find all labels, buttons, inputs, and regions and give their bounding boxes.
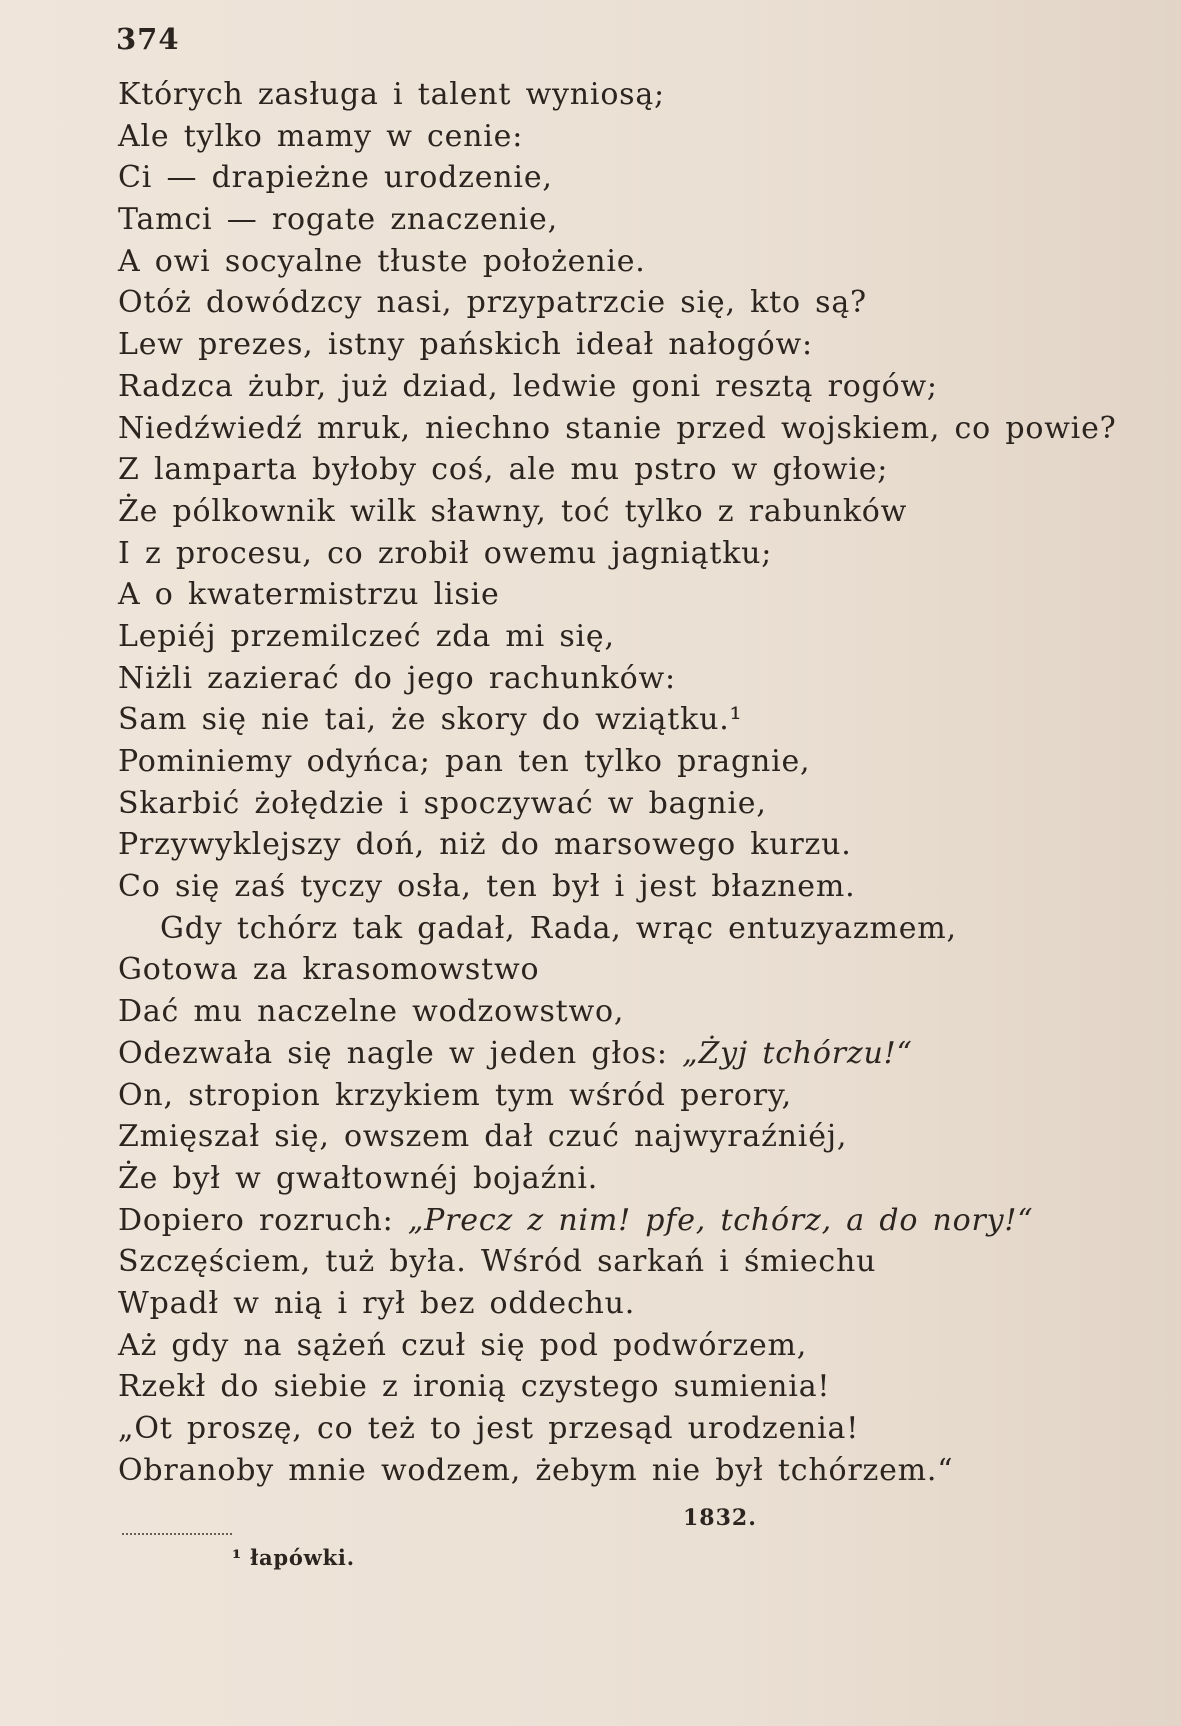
poem-line: Lepiéj przemilczeć zda mi się, [118,618,615,654]
poem-line: Że pólkownik wilk sławny, toć tylko z rabunków [118,493,908,529]
poem-line: Lew prezes, istny pańskich ideał nałogów: [118,327,813,363]
quoted-exclamation: „Precz z nim! pfe, tchórz, a do nory!“ [407,1202,1034,1238]
poem-line: Niżli zazierać do jego rachunków: [118,660,676,696]
poem-line: Pominiemy odyńca; pan ten tylko pragnie, [118,744,811,779]
poem-text [118,74,1168,1491]
poem-line: Wpadł w nią i rył bez oddechu. [118,1285,636,1321]
poem-line: Z lamparta byłoby coś, ale mu pstro w głowie; [118,452,889,488]
poem-line: Że był w gwałtownéj bojaźni. [118,1160,599,1196]
poem-line: Skarbić żołędzie i spoczywać w bagnie, [118,785,767,821]
poem-line: Otóż dowódzcy nasi, przypatrzcie się, kto są? [118,285,867,321]
poem-line: Tamci — rogate znaczenie, [118,202,558,238]
poem-line: Obranoby mnie wodzem, żebym nie był tchórzem.“ [118,1452,954,1488]
footnote-divider [122,1533,232,1535]
line-text: Dopiero rozruch: [118,1202,408,1238]
poem-date: 1832. [683,1505,757,1531]
poem-line: Ale tylko mamy w cenie: [118,118,524,154]
poem-line: „Ot proszę, co też to jest przesąd urodzenia! [118,1411,860,1446]
poem-line: Sam się nie tai, że skory do wziątku.¹ [118,702,743,738]
poem-line [118,1200,1168,1242]
poem-line [118,1033,1168,1075]
poem-line: Radzca żubr, już dziad, ledwie goni resztą rogów; [118,368,938,404]
poem-line: Gdy tchórz tak gadał, Rada, wrąc entuzyazmem, [160,910,957,946]
poem-line: Niedźwiedź mruk, niechno stanie przed wojskiem, co powie? [118,410,1117,446]
poem-line: Dać mu naczelne wodzowstwo, [118,994,625,1030]
poem-line: Których zasługa i talent wyniosą; [118,77,665,112]
poem-line: Ci — drapieżne urodzenie, [118,160,553,196]
poem-line: Gotowa za krasomowstwo [118,952,540,988]
quoted-exclamation: „Żyj tchórzu!“ [682,1035,913,1071]
poem-line: Aż gdy na sążeń czuł się pod podwórzem, [118,1327,808,1363]
poem-line: Co się zaś tyczy osła, ten był i jest błaznem. [118,869,856,905]
poem-line: Rzekł do siebie z ironią czystego sumienia! [118,1369,831,1405]
poem-line: I z procesu, co zrobił owemu jagniątku; [118,535,773,571]
poem-line: Przywyklejszy doń, niż do marsowego kurzu. [118,827,852,863]
page-number: 374 [116,22,180,56]
footnote: ¹ łapówki. [232,1545,355,1570]
poem-line: On, stropion krzykiem tym wśród perory, [118,1077,792,1113]
poem-line: Szczęściem, tuż była. Wśród sarkań i śmiechu [118,1244,877,1280]
poem-line: A o kwatermistrzu lisie [118,577,500,613]
poem-line: Zmięszał się, owszem dał czuć najwyraźniéj, [118,1119,848,1155]
line-text: Odezwała się nagle w jeden głos: [118,1035,683,1071]
poem-line: A owi socyalne tłuste położenie. [118,243,646,279]
